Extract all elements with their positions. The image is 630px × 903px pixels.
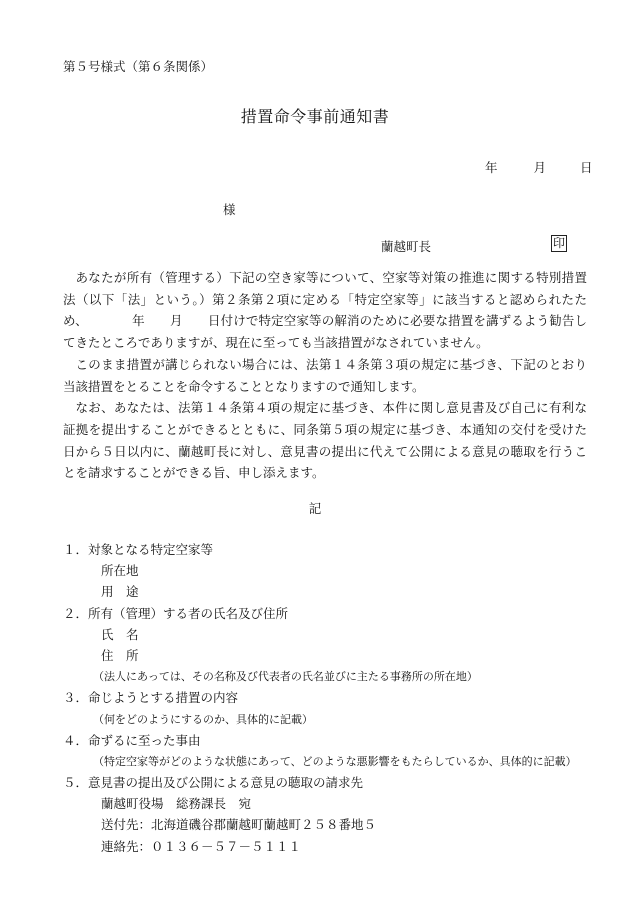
- item-5-recipient: 蘭越町役場 総務課長 宛: [101, 796, 252, 812]
- item-2-heading: ２．所有（管理）する者の氏名及び住所: [63, 605, 289, 621]
- item-2-note: （法人にあっては、その名称及び代表者の氏名並びに主たる事務所の所在地）: [93, 670, 478, 684]
- body-paragraph-2: このまま措置が講じられない場合には、法第１４条第３項の規定に基づき、下記のとおり当該措置をとることを命令することとなりますので通知します。: [63, 356, 587, 394]
- item-5-address: 送付先：北海道磯谷郡蘭越町蘭越町２５８番地５: [101, 817, 377, 833]
- item-5-contact: 連絡先：０１３６－５７－５１１１: [101, 838, 302, 854]
- date-day-label: 日: [579, 160, 593, 175]
- item-1-use-label: 用 途: [101, 584, 139, 600]
- item-1-location-label: 所在地: [101, 563, 139, 579]
- item-3-heading: ３．命じようとする措置の内容: [63, 690, 239, 706]
- items-list: [63, 539, 603, 857]
- date-year-label: 年: [485, 160, 498, 175]
- body-paragraph-1: あなたが所有（管理する）下記の空き家等について、空家等対策の推進に関する特別措置法（以下「法」という。）第２条第２項に定める「特定空家等」に該当すると認められたため、 年 月 日付けで特定空家等の解消のために必要な措置を講ずるよう勧告してきたところでありますが、現在に至っても当該措置がなされていません。: [63, 270, 587, 351]
- sender-name: 蘭越町長: [381, 239, 432, 254]
- addressee-suffix: 様: [223, 202, 236, 217]
- notice-body: [63, 267, 587, 484]
- item-1-heading: １．対象となる特定空家等: [63, 542, 214, 557]
- date-line: [485, 158, 592, 176]
- item-2-name-label: 氏 名: [101, 626, 139, 642]
- item-5-heading: ５．意見書の提出及び公開による意見の聴取の請求先: [63, 775, 364, 791]
- date-month-label: 月: [533, 160, 546, 175]
- document-title: 措置命令事前通知書: [240, 107, 390, 126]
- item-4-note: （特定空家等がどのような状態にあって、どのような悪影響をもたらしているか、具体的に記載）: [93, 754, 577, 768]
- item-4-heading: ４．命ずるに至った事由: [63, 732, 201, 748]
- item-2-address-label: 住 所: [101, 647, 139, 663]
- ki-heading: 記: [308, 501, 322, 516]
- form-number: 第５号様式（第６条関係）: [63, 59, 214, 74]
- item-3-note: （何をどのようにするのか、具体的に記載）: [93, 712, 313, 726]
- seal-mark: 印: [553, 236, 566, 250]
- body-paragraph-3: なお、あなたは、法第１４条第４項の規定に基づき、本件に関し意見書及び自己に有利な証拠を提出することができるとともに、同条第５項の規定に基づき、本通知の交付を受けた日から５日以内に、蘭越町長に対し、意見書の提出に代えて公開による意見の聴取を行うことを請求することができる旨、申し添えます。: [63, 400, 587, 481]
